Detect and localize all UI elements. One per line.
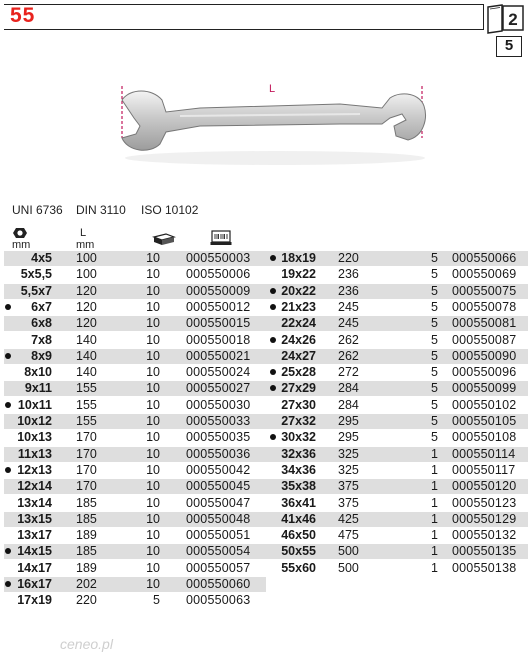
length-cell: 155 — [76, 414, 97, 428]
size-cell: 13x15 — [17, 511, 52, 526]
qty-cell: 10 — [146, 332, 160, 347]
code-cell: 000550047 — [186, 495, 251, 510]
code-cell: 000550135 — [452, 544, 517, 559]
qty-cell: 1 — [431, 511, 438, 526]
size-cell: 7x8 — [31, 332, 52, 347]
code-cell: 000550069 — [452, 267, 517, 282]
header-bar — [4, 4, 484, 30]
length-cell: 295 — [338, 414, 359, 428]
size-cell: 13x17 — [17, 528, 52, 543]
qty-cell: 10 — [146, 430, 160, 445]
qty-cell: 5 — [431, 365, 438, 380]
code-cell: 000550096 — [452, 365, 517, 380]
length-cell: 500 — [338, 544, 359, 559]
length-cell: 425 — [338, 511, 359, 526]
table-row — [4, 284, 266, 299]
code-cell: 000550021 — [186, 348, 251, 363]
code-cell: 000550027 — [186, 381, 251, 396]
length-cell: 185 — [76, 495, 97, 510]
table-row — [4, 561, 266, 576]
code-cell: 000550048 — [186, 511, 251, 526]
table-row — [4, 316, 266, 331]
size-cell: 4x5 — [31, 251, 52, 265]
qty-cell: 10 — [146, 251, 160, 265]
qty-cell: 1 — [431, 446, 438, 461]
size-cell: 41x46 — [281, 511, 316, 526]
length-cell: 262 — [338, 348, 359, 363]
qty-cell: 1 — [431, 528, 438, 543]
size-cell: 13x14 — [17, 495, 52, 510]
code-cell: 000550042 — [186, 462, 251, 477]
size-cell: 24x27 — [281, 348, 316, 363]
size-cell: 27x32 — [281, 414, 316, 428]
qty-cell: 5 — [431, 381, 438, 396]
length-cell: 170 — [76, 446, 97, 461]
size-cell: 6x8 — [31, 316, 52, 331]
table-row — [4, 528, 266, 543]
qty-cell: 10 — [146, 511, 160, 526]
hex-nut-icon — [12, 227, 28, 239]
qty-cell: 10 — [146, 381, 160, 396]
length-cell: 220 — [338, 251, 359, 265]
standard-iso: ISO 10102 — [141, 203, 199, 217]
length-cell: 245 — [338, 299, 359, 314]
length-cell: 155 — [76, 381, 97, 396]
length-cell: 295 — [338, 430, 359, 445]
length-cell: 140 — [76, 332, 97, 347]
table-row — [4, 414, 266, 429]
table-row — [4, 365, 266, 380]
table-row — [266, 528, 528, 543]
code-cell: 000550129 — [452, 511, 517, 526]
qty-cell: 5 — [431, 397, 438, 412]
code-cell: 000550012 — [186, 299, 251, 314]
code-cell: 000550063 — [186, 593, 251, 608]
size-cell: 50x55 — [281, 544, 316, 559]
length-cell: 100 — [76, 251, 97, 265]
code-cell: 000550075 — [452, 283, 517, 298]
length-cell: 120 — [76, 299, 97, 314]
open-book-icon — [486, 4, 526, 34]
size-cell: 35x38 — [281, 479, 316, 494]
table-row — [266, 398, 528, 413]
qty-cell: 1 — [431, 495, 438, 510]
table-row — [266, 447, 528, 462]
code-cell: 000550099 — [452, 381, 517, 396]
length-cell: 170 — [76, 462, 97, 477]
length-cell: 100 — [76, 267, 97, 282]
page-header — [0, 0, 530, 54]
qty-cell: 5 — [431, 283, 438, 298]
table-row — [266, 479, 528, 494]
length-cell: 185 — [76, 544, 97, 559]
code-cell: 000550033 — [186, 414, 251, 428]
code-cell: 000550132 — [452, 528, 517, 543]
book-number: 2 — [508, 10, 518, 29]
size-cell: 9x11 — [24, 381, 52, 396]
size-cell: 5x5,5 — [20, 267, 52, 282]
size-cell: 34x36 — [281, 462, 316, 477]
table-row — [266, 430, 528, 445]
length-cell: 284 — [338, 381, 359, 396]
size-cell: 22x24 — [281, 316, 316, 331]
qty-cell: 5 — [153, 593, 160, 608]
table-row — [266, 267, 528, 282]
size-cell: 30x32 — [281, 430, 316, 445]
size-cell: 20x22 — [281, 283, 316, 298]
page-code: 55 — [10, 4, 36, 27]
qty-cell: 10 — [146, 283, 160, 298]
code-cell: 000550006 — [186, 267, 251, 282]
package-box-icon — [152, 232, 176, 246]
qty-cell: 10 — [146, 316, 160, 331]
qty-cell: 10 — [146, 365, 160, 380]
size-cell: 27x29 — [281, 381, 316, 396]
qty-cell: 5 — [431, 414, 438, 428]
table-row — [266, 316, 528, 331]
qty-cell: 10 — [146, 462, 160, 477]
size-cell: 55x60 — [281, 560, 316, 575]
table-row — [4, 251, 266, 266]
qty-cell: 5 — [431, 348, 438, 363]
table-row — [4, 333, 266, 348]
code-cell: 000550051 — [186, 528, 251, 543]
length-cell: 245 — [338, 316, 359, 331]
length-cell: 189 — [76, 528, 97, 543]
code-cell: 000550108 — [452, 430, 517, 445]
size-cell: 27x30 — [281, 397, 316, 412]
qty-cell: 5 — [431, 316, 438, 331]
length-cell: 202 — [76, 577, 97, 591]
code-cell: 000550054 — [186, 544, 251, 559]
code-cell: 000550120 — [452, 479, 517, 494]
code-cell: 000550123 — [452, 495, 517, 510]
code-cell: 000550102 — [452, 397, 517, 412]
table-row — [4, 381, 266, 396]
qty-cell: 1 — [431, 479, 438, 494]
table-row — [266, 251, 528, 266]
qty-cell: 1 — [431, 462, 438, 477]
code-cell: 000550114 — [452, 446, 516, 461]
standard-uni: UNI 6736 — [12, 203, 63, 217]
table-row — [4, 463, 266, 478]
length-cell: 140 — [76, 348, 97, 363]
length-cell: 236 — [338, 283, 359, 298]
table-row — [266, 381, 528, 396]
qty-cell: 1 — [431, 560, 438, 575]
size-cell: 8x9 — [31, 348, 52, 363]
qty-cell: 5 — [431, 430, 438, 445]
qty-cell: 10 — [146, 544, 160, 559]
qty-cell: 10 — [146, 528, 160, 543]
size-cell: 46x50 — [281, 528, 316, 543]
qty-cell: 10 — [146, 577, 160, 591]
table-row — [4, 430, 266, 445]
length-cell: 220 — [76, 593, 97, 608]
qty-cell: 10 — [146, 446, 160, 461]
length-label: L — [80, 227, 87, 239]
qty-cell: 1 — [431, 544, 438, 559]
qty-cell: 5 — [431, 251, 438, 265]
code-cell: 000550003 — [186, 251, 251, 265]
length-cell: 475 — [338, 528, 359, 543]
code-cell: 000550138 — [452, 560, 517, 575]
length-unit: mm — [76, 239, 95, 251]
code-cell: 000550035 — [186, 430, 251, 445]
size-cell: 25x28 — [281, 365, 316, 380]
size-cell: 11x13 — [17, 446, 52, 461]
table-row — [266, 544, 528, 559]
code-cell: 000550036 — [186, 446, 251, 461]
size-unit: mm — [12, 239, 31, 251]
table-row — [4, 479, 266, 494]
length-cell: 272 — [338, 365, 359, 380]
table-row — [266, 333, 528, 348]
qty-cell: 10 — [146, 299, 160, 314]
size-cell: 21x23 — [281, 299, 316, 314]
qty-cell: 10 — [146, 267, 160, 282]
length-cell: 500 — [338, 560, 359, 575]
watermark: ceneo.pl — [60, 636, 113, 652]
length-cell: 120 — [76, 316, 97, 331]
code-cell: 000550105 — [452, 414, 517, 428]
qty-cell: 10 — [146, 560, 160, 575]
table-row — [266, 284, 528, 299]
length-cell: 189 — [76, 560, 97, 575]
size-cell: 8x10 — [24, 365, 52, 380]
length-cell: 140 — [76, 365, 97, 380]
code-cell: 000550090 — [452, 348, 517, 363]
code-cell: 000550117 — [452, 462, 516, 477]
length-cell: 236 — [338, 267, 359, 282]
table-row — [4, 267, 266, 282]
qty-cell: 10 — [146, 348, 160, 363]
table-row — [4, 496, 266, 511]
qty-cell: 10 — [146, 414, 160, 428]
length-cell: 185 — [76, 511, 97, 526]
size-cell: 32x36 — [281, 446, 316, 461]
table-row — [266, 561, 528, 576]
length-cell: 325 — [338, 462, 359, 477]
table-row — [266, 365, 528, 380]
size-cell: 10x13 — [17, 430, 52, 445]
qty-cell: 5 — [431, 332, 438, 347]
size-cell: 6x7 — [31, 299, 52, 314]
table-row — [4, 300, 266, 315]
length-cell: 375 — [338, 479, 359, 494]
qty-cell: 5 — [431, 299, 438, 314]
size-cell: 12x14 — [17, 479, 52, 494]
table-row — [266, 496, 528, 511]
table-row — [4, 398, 266, 413]
length-cell: 155 — [76, 397, 97, 412]
table-row — [266, 349, 528, 364]
code-cell: 000550066 — [452, 251, 517, 265]
length-cell: 120 — [76, 283, 97, 298]
box-number: 5 — [496, 36, 522, 57]
qty-cell: 5 — [431, 267, 438, 282]
length-cell: 375 — [338, 495, 359, 510]
barcode-computer-icon — [210, 230, 232, 246]
length-cell: 262 — [338, 332, 359, 347]
table-row — [4, 349, 266, 364]
table-row — [4, 593, 266, 608]
size-cell: 14x17 — [17, 560, 52, 575]
size-cell: 36x41 — [281, 495, 316, 510]
qty-cell: 10 — [146, 495, 160, 510]
qty-cell: 10 — [146, 397, 160, 412]
table-row — [266, 414, 528, 429]
size-cell: 12x13 — [17, 462, 52, 477]
code-cell: 000550081 — [452, 316, 517, 331]
length-cell: 325 — [338, 446, 359, 461]
size-cell: 24x26 — [281, 332, 316, 347]
code-cell: 000550009 — [186, 283, 251, 298]
table-row — [4, 512, 266, 527]
table-row — [4, 577, 266, 592]
size-cell: 19x22 — [281, 267, 316, 282]
code-cell: 000550060 — [186, 577, 251, 591]
size-cell: 14x15 — [17, 544, 52, 559]
size-cell: 5,5x7 — [20, 283, 52, 298]
length-cell: 284 — [338, 397, 359, 412]
size-cell: 16x17 — [17, 577, 52, 591]
code-cell: 000550015 — [186, 316, 251, 331]
table-row — [266, 300, 528, 315]
code-cell: 000550078 — [452, 299, 517, 314]
length-dimension-label: L — [268, 83, 276, 95]
size-cell: 10x12 — [17, 414, 52, 428]
table-row — [266, 512, 528, 527]
length-cell: 170 — [76, 430, 97, 445]
wrench-illustration — [110, 78, 430, 173]
code-cell: 000550018 — [186, 332, 251, 347]
size-cell: 10x11 — [17, 397, 52, 412]
size-cell: 18x19 — [281, 251, 316, 265]
table-row — [4, 544, 266, 559]
code-cell: 000550030 — [186, 397, 251, 412]
code-cell: 000550087 — [452, 332, 517, 347]
size-cell: 17x19 — [17, 593, 52, 608]
table-row — [4, 447, 266, 462]
code-cell: 000550057 — [186, 560, 251, 575]
standard-din: DIN 3110 — [76, 203, 126, 217]
table-row — [266, 463, 528, 478]
code-cell: 000550024 — [186, 365, 251, 380]
qty-cell: 10 — [146, 479, 160, 494]
code-cell: 000550045 — [186, 479, 251, 494]
length-cell: 170 — [76, 479, 97, 494]
